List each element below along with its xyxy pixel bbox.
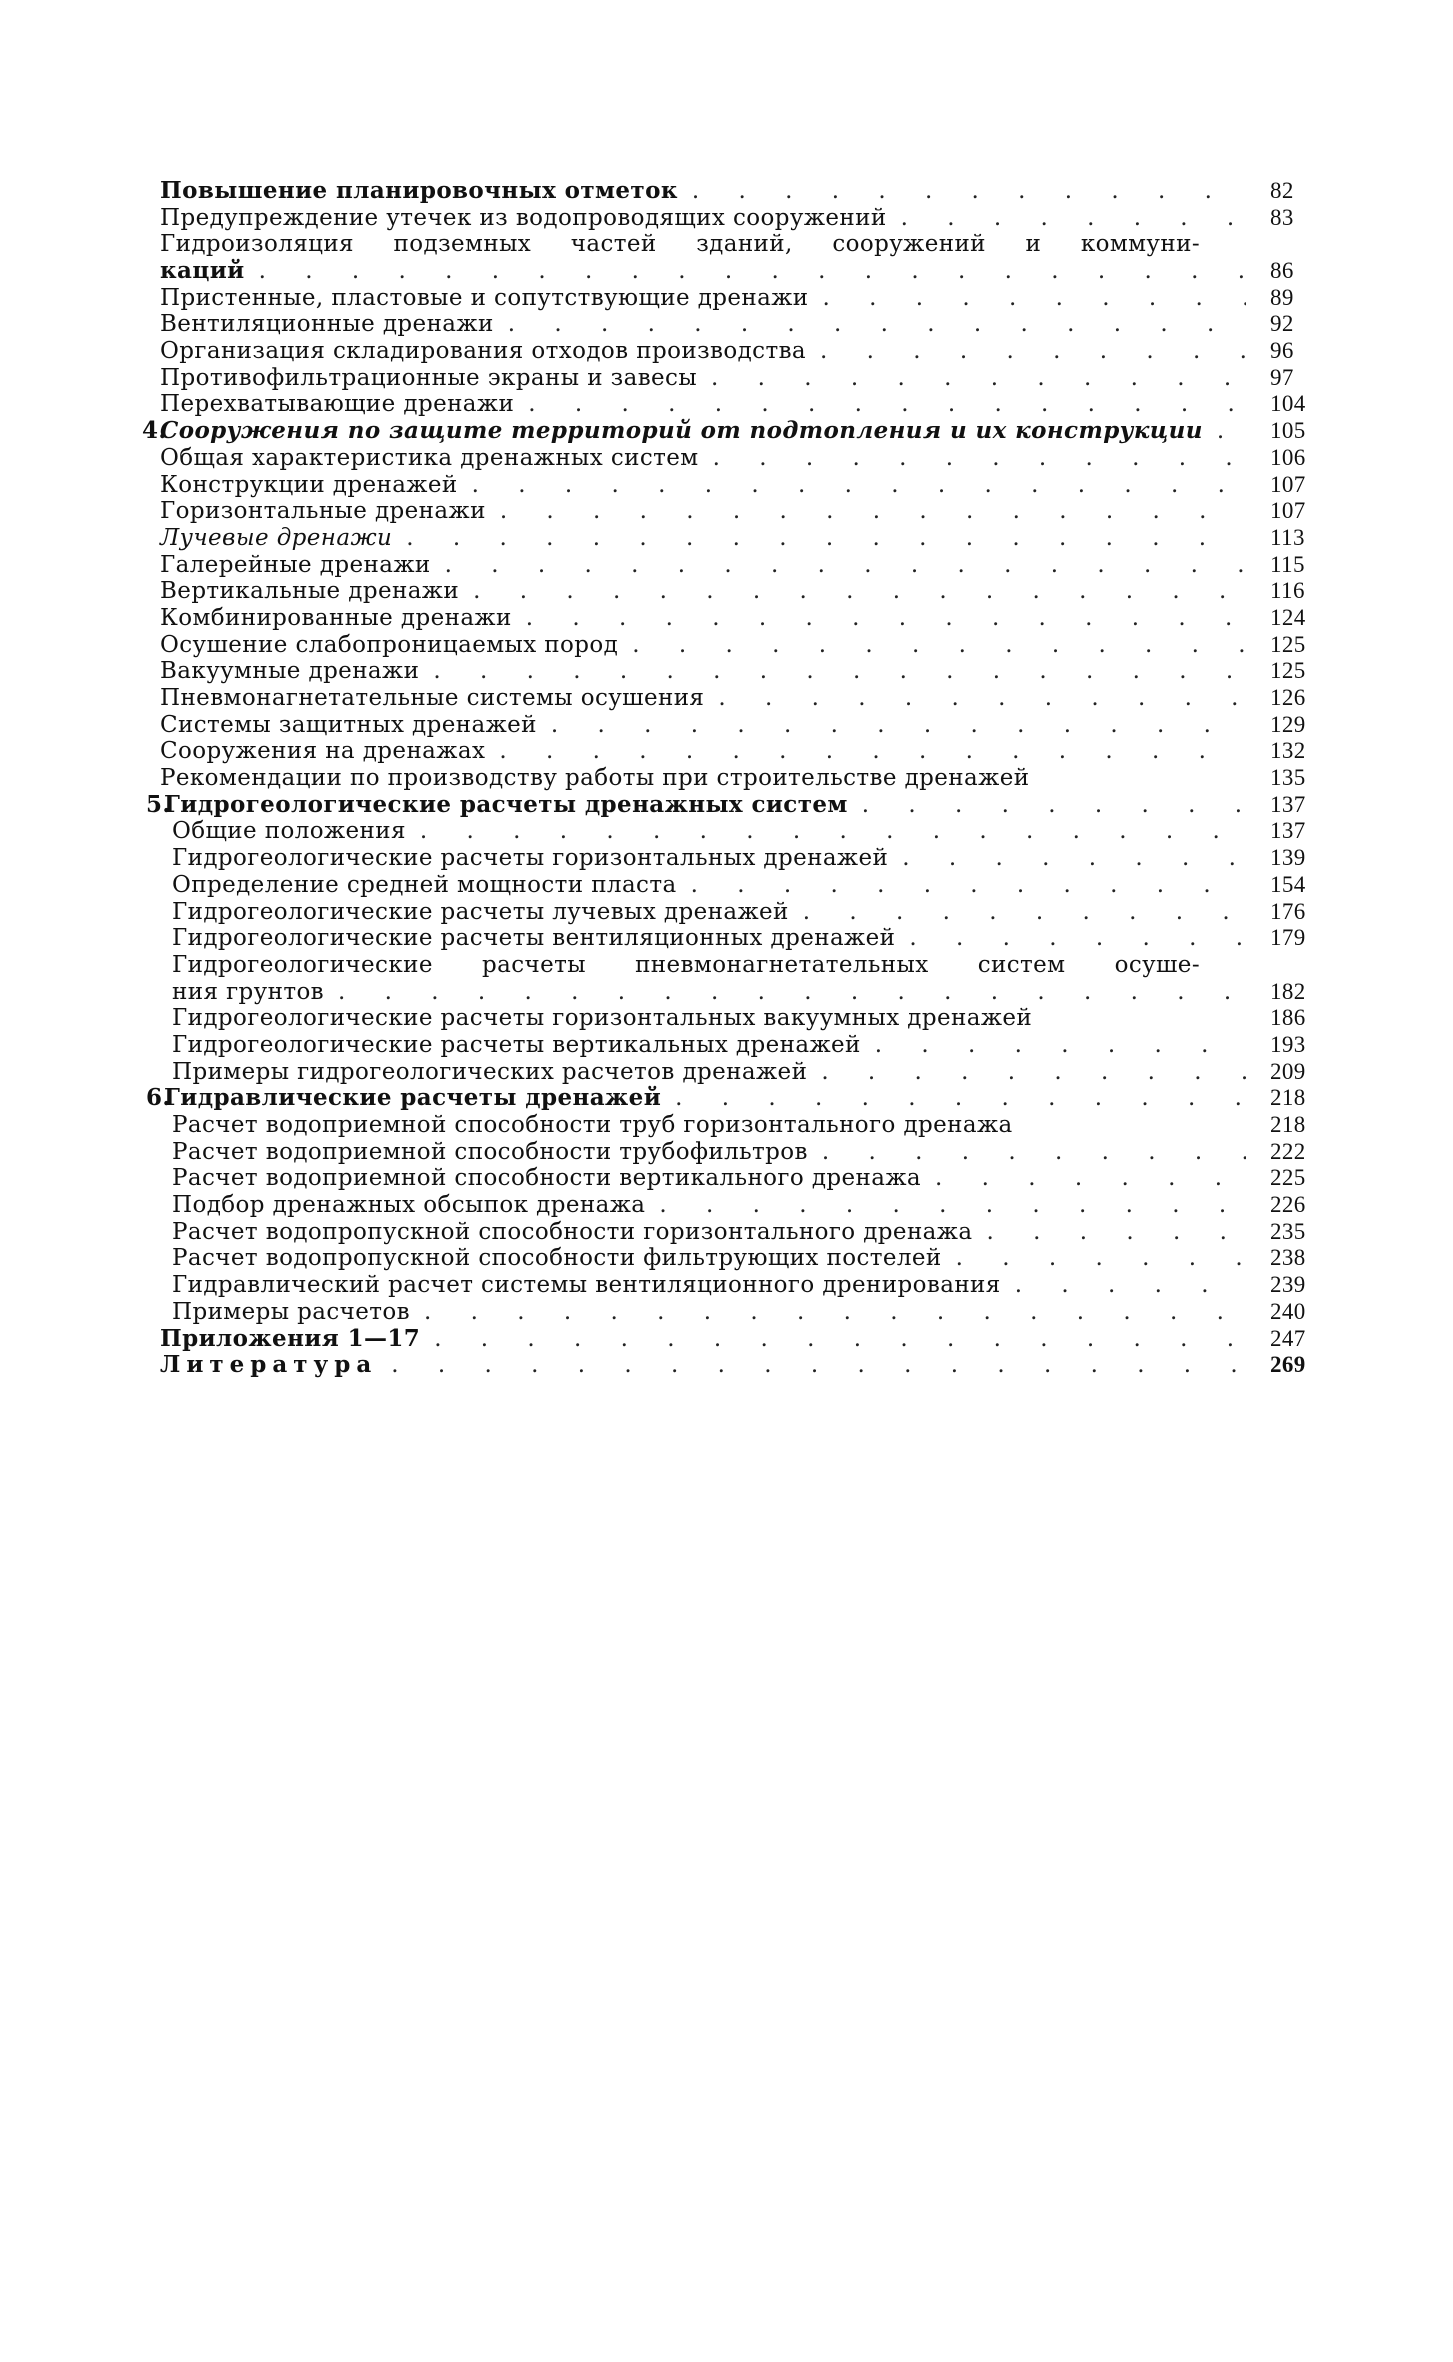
toc-leader-dots bbox=[391, 1352, 1246, 1379]
toc-entry-page: 116 bbox=[1270, 578, 1305, 604]
toc-entry-title: Гидрогеологические расчеты вертикальных дренажей bbox=[172, 1031, 861, 1058]
toc-entry-number: 5. bbox=[146, 790, 171, 818]
toc-entry-title: Вентиляционные дренажи bbox=[160, 311, 494, 338]
toc-entry-title: Гидравлический расчет системы вентиляционного дренирования bbox=[172, 1272, 1001, 1299]
toc-leader-dots bbox=[445, 552, 1246, 579]
toc-entry-page: 115 bbox=[1270, 551, 1305, 577]
toc-entry-title: Примеры расчетов bbox=[172, 1298, 411, 1325]
toc-entry-title: каций bbox=[160, 257, 245, 285]
toc-entry bbox=[160, 365, 1330, 392]
toc-entry-title: Сооружения по защите территорий от подтопления и их конструкции bbox=[160, 417, 1203, 445]
toc-entry-page: 137 bbox=[1270, 818, 1306, 844]
toc-entry bbox=[142, 417, 1330, 445]
toc-leader-dots bbox=[691, 872, 1246, 899]
toc-entry-page: 125 bbox=[1270, 658, 1306, 684]
toc-entry-title: Рекомендации по производству работы при строительстве дренажей bbox=[160, 765, 1030, 792]
toc-entry bbox=[160, 1272, 1330, 1299]
toc-entry bbox=[160, 1059, 1330, 1086]
toc-entry bbox=[160, 311, 1330, 338]
table-of-contents bbox=[142, 176, 1330, 1379]
toc-entry-title: Гидравлические расчеты дренажей bbox=[164, 1084, 662, 1112]
toc-entry bbox=[160, 872, 1330, 899]
toc-entry-page: 222 bbox=[1270, 1138, 1306, 1164]
toc-entry bbox=[160, 1005, 1330, 1032]
toc-entry-page: 218 bbox=[1270, 1085, 1306, 1111]
toc-entry-page: 235 bbox=[1270, 1218, 1306, 1244]
toc-entry-title: Расчет водоприемной способности вертикального дренажа bbox=[172, 1165, 922, 1192]
toc-entry-page: 139 bbox=[1270, 845, 1306, 871]
toc-leader-dots bbox=[659, 1192, 1246, 1219]
toc-entry-title: Организация складирования отходов производства bbox=[160, 338, 807, 365]
toc-entry bbox=[146, 1084, 1330, 1112]
toc-entry bbox=[160, 231, 1330, 258]
toc-entry-title: Подбор дренажных обсыпок дренажа bbox=[172, 1192, 646, 1219]
toc-entry-page: 125 bbox=[1270, 631, 1306, 657]
toc-entry bbox=[160, 178, 1330, 205]
toc-entry-title: Вакуумные дренажи bbox=[160, 658, 420, 685]
toc-leader-dots bbox=[508, 311, 1246, 338]
toc-entry bbox=[160, 952, 1330, 979]
toc-entry-page: 218 bbox=[1270, 1112, 1306, 1138]
toc-leader-dots bbox=[632, 632, 1246, 659]
toc-leader-dots bbox=[875, 1032, 1246, 1059]
toc-entry-title: Лучевые дренажи bbox=[160, 524, 393, 551]
toc-entry-page: 124 bbox=[1270, 604, 1306, 630]
toc-entry-title: Литература bbox=[160, 1351, 378, 1379]
toc-entry-title: Галерейные дренажи bbox=[160, 551, 431, 578]
toc-entry-title: Пневмонагнетательные системы осушения bbox=[160, 685, 705, 712]
toc-entry-page: 89 bbox=[1270, 284, 1294, 310]
toc-entry-title: Общие положения bbox=[172, 818, 406, 845]
toc-entry bbox=[160, 1299, 1330, 1326]
toc-entry-page: 132 bbox=[1270, 738, 1306, 764]
toc-entry bbox=[160, 552, 1330, 579]
toc-entry bbox=[160, 738, 1330, 765]
toc-entry bbox=[160, 979, 1330, 1006]
toc-entry-page: 193 bbox=[1270, 1031, 1306, 1057]
toc-entry bbox=[160, 845, 1330, 872]
toc-entry-page: 97 bbox=[1270, 364, 1294, 390]
toc-entry-title: Перехватывающие дренажи bbox=[160, 391, 515, 418]
toc-entry-page: 129 bbox=[1270, 711, 1306, 737]
toc-entry-page: 239 bbox=[1270, 1272, 1306, 1298]
toc-entry-page: 135 bbox=[1270, 765, 1306, 791]
toc-entry-title: Расчет водопропускной способности фильтрующих постелей bbox=[172, 1245, 942, 1272]
toc-leader-dots bbox=[338, 979, 1246, 1006]
toc-leader-dots bbox=[901, 205, 1246, 232]
toc-entry bbox=[160, 605, 1330, 632]
toc-entry-title: Гидрогеологические расчеты горизонтальных дренажей bbox=[172, 845, 889, 872]
toc-entry bbox=[160, 712, 1330, 739]
toc-entry-title: Гидрогеологические расчеты пневмонагнетательных систем осуше- bbox=[172, 951, 1200, 978]
toc-entry bbox=[160, 338, 1330, 365]
toc-entry bbox=[160, 1326, 1330, 1353]
toc-entry-title: Расчет водоприемной способности труб горизонтального дренажа bbox=[172, 1112, 1013, 1139]
toc-entry-page: 82 bbox=[1270, 177, 1294, 203]
toc-entry-title: Конструкции дренажей bbox=[160, 471, 458, 498]
toc-leader-dots bbox=[675, 1085, 1246, 1112]
toc-entry-title: Повышение планировочных отметок bbox=[160, 176, 678, 204]
toc-entry-title: Осушение слабопроницаемых пород bbox=[160, 631, 619, 658]
toc-leader-dots bbox=[406, 525, 1246, 552]
toc-leader-dots bbox=[803, 899, 1246, 926]
toc-leader-dots bbox=[551, 712, 1246, 739]
toc-leader-dots bbox=[822, 1139, 1246, 1166]
toc-entry bbox=[160, 258, 1330, 285]
toc-leader-dots bbox=[692, 178, 1246, 205]
toc-entry-page: 86 bbox=[1270, 258, 1294, 284]
toc-leader-dots bbox=[472, 472, 1246, 499]
toc-entry-page: 83 bbox=[1270, 204, 1294, 230]
toc-entry bbox=[160, 525, 1330, 552]
toc-entry-page: 209 bbox=[1270, 1058, 1306, 1084]
toc-entry-page: 105 bbox=[1270, 418, 1306, 444]
toc-leader-dots bbox=[718, 685, 1246, 712]
toc-entry bbox=[160, 925, 1330, 952]
toc-entry-title: Расчет водоприемной способности трубофильтров bbox=[172, 1138, 808, 1165]
toc-entry-title: Примеры гидрогеологических расчетов дренажей bbox=[172, 1058, 808, 1085]
toc-entry-title: Определение средней мощности пласта bbox=[172, 871, 677, 898]
toc-entry-number: 4. bbox=[142, 417, 167, 445]
toc-entry-page: 240 bbox=[1270, 1298, 1306, 1324]
toc-leader-dots bbox=[420, 818, 1246, 845]
toc-leader-dots bbox=[500, 498, 1246, 525]
toc-leader-dots bbox=[259, 258, 1246, 285]
toc-leader-dots bbox=[902, 845, 1246, 872]
toc-entry-page: 106 bbox=[1270, 444, 1306, 470]
toc-entry-title: Предупреждение утечек из водопроводящих сооружений bbox=[160, 204, 887, 231]
toc-leader-dots bbox=[986, 1219, 1246, 1246]
toc-entry-page: 179 bbox=[1270, 925, 1306, 951]
toc-entry-page: 269 bbox=[1270, 1352, 1306, 1378]
toc-entry-page: 247 bbox=[1270, 1325, 1306, 1351]
toc-entry-title: Общая характеристика дренажных систем bbox=[160, 444, 699, 471]
toc-entry bbox=[160, 685, 1330, 712]
toc-entry bbox=[160, 1165, 1330, 1192]
toc-entry bbox=[160, 472, 1330, 499]
toc-entry-title: Гидрогеологические расчеты лучевых дренажей bbox=[172, 898, 789, 925]
toc-entry-title: Приложения 1—17 bbox=[160, 1324, 421, 1352]
toc-leader-dots bbox=[434, 1326, 1246, 1353]
toc-entry bbox=[146, 790, 1330, 819]
toc-leader-dots bbox=[1217, 418, 1246, 445]
toc-entry-page: 107 bbox=[1270, 498, 1306, 524]
toc-leader-dots bbox=[956, 1245, 1246, 1272]
toc-entry-page: 113 bbox=[1270, 524, 1305, 550]
toc-entry bbox=[160, 392, 1330, 419]
toc-entry bbox=[160, 1032, 1330, 1059]
toc-leader-dots bbox=[433, 658, 1246, 685]
toc-entry bbox=[160, 205, 1330, 232]
toc-entry-title: Гидроизоляция подземных частей зданий, сооружений и коммуни- bbox=[160, 231, 1200, 258]
toc-entry-title: Сооружения на дренажах bbox=[160, 738, 486, 765]
toc-entry-page: 137 bbox=[1270, 791, 1306, 817]
toc-entry bbox=[160, 498, 1330, 525]
toc-entry-page: 154 bbox=[1270, 871, 1306, 897]
toc-entry-title: Гидрогеологические расчеты горизонтальных вакуумных дренажей bbox=[172, 1005, 1033, 1032]
toc-entry-page: 104 bbox=[1270, 391, 1306, 417]
toc-entry-page: 238 bbox=[1270, 1245, 1306, 1271]
toc-entry-title: Системы защитных дренажей bbox=[160, 711, 537, 738]
toc-entry-title: Гидрогеологические расчеты вентиляционных дренажей bbox=[172, 925, 896, 952]
toc-entry-page: 182 bbox=[1270, 978, 1306, 1004]
toc-entry-title: Комбинированные дренажи bbox=[160, 604, 512, 631]
toc-entry-page: 226 bbox=[1270, 1192, 1306, 1218]
toc-entry bbox=[160, 1112, 1330, 1139]
toc-leader-dots bbox=[1015, 1272, 1246, 1299]
toc-leader-dots bbox=[528, 391, 1246, 418]
toc-leader-dots bbox=[821, 1059, 1246, 1086]
toc-entry-page: 176 bbox=[1270, 898, 1306, 924]
toc-entry bbox=[160, 819, 1330, 846]
toc-leader-dots bbox=[499, 738, 1246, 765]
toc-entry-title: Противофильтрационные экраны и завесы bbox=[160, 364, 698, 391]
toc-entry bbox=[160, 899, 1330, 926]
toc-entry bbox=[160, 1246, 1330, 1273]
toc-leader-dots bbox=[823, 285, 1246, 312]
toc-leader-dots bbox=[909, 925, 1246, 952]
toc-entry bbox=[160, 632, 1330, 659]
toc-entry bbox=[160, 1352, 1330, 1379]
toc-entry-title: Горизонтальные дренажи bbox=[160, 498, 486, 525]
toc-entry bbox=[160, 765, 1330, 792]
toc-entry-page: 107 bbox=[1270, 471, 1306, 497]
toc-entry-number: 6. bbox=[146, 1084, 171, 1112]
toc-entry bbox=[160, 1192, 1330, 1219]
toc-entry bbox=[160, 285, 1330, 312]
toc-leader-dots bbox=[713, 445, 1246, 472]
toc-entry-page: 126 bbox=[1270, 685, 1306, 711]
toc-entry-page: 225 bbox=[1270, 1165, 1306, 1191]
toc-entry bbox=[160, 658, 1330, 685]
toc-entry-title: Пристенные, пластовые и сопутствующие дренажи bbox=[160, 284, 809, 311]
toc-entry bbox=[160, 1219, 1330, 1246]
toc-leader-dots bbox=[473, 578, 1246, 605]
toc-entry-title: ния грунтов bbox=[172, 978, 325, 1005]
toc-entry-title: Расчет водопропускной способности горизонтального дренажа bbox=[172, 1218, 973, 1245]
toc-entry-page: 92 bbox=[1270, 311, 1294, 337]
toc-entry-title: Вертикальные дренажи bbox=[160, 578, 460, 605]
toc-leader-dots bbox=[935, 1165, 1246, 1192]
toc-entry-page: 186 bbox=[1270, 1005, 1306, 1031]
toc-leader-dots bbox=[862, 792, 1246, 819]
toc-leader-dots bbox=[424, 1299, 1246, 1326]
toc-entry-title: Гидрогеологические расчеты дренажных систем bbox=[164, 790, 848, 818]
toc-entry bbox=[160, 578, 1330, 605]
toc-leader-dots bbox=[526, 605, 1246, 632]
toc-leader-dots bbox=[820, 338, 1246, 365]
toc-entry bbox=[160, 445, 1330, 472]
toc-leader-dots bbox=[711, 365, 1246, 392]
toc-entry-page: 96 bbox=[1270, 338, 1294, 364]
toc-entry bbox=[160, 1139, 1330, 1166]
